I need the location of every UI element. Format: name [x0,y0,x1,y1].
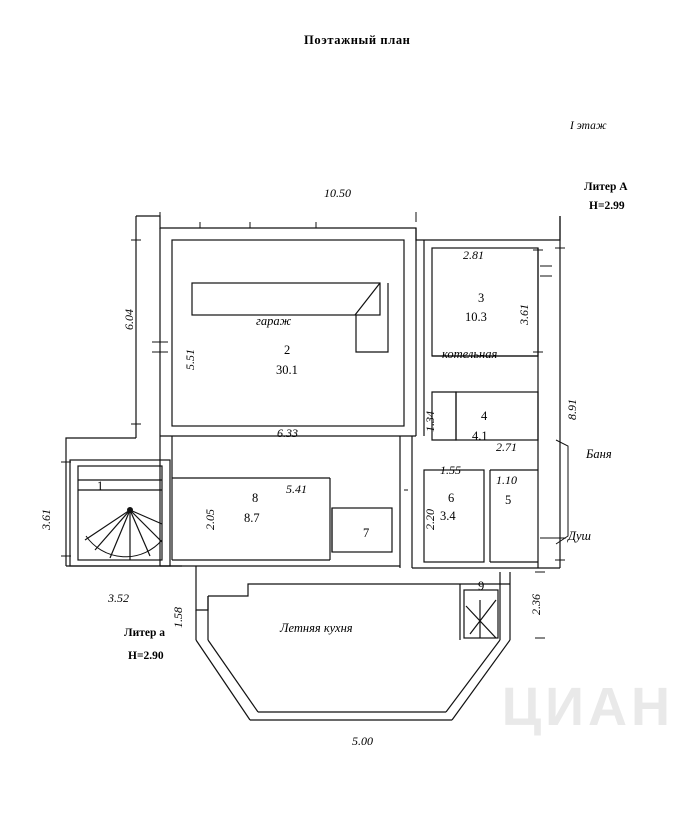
room-8-area: 8.7 [244,511,260,525]
dim-boiler-top: 2.81 [463,248,484,262]
dim-inner-110: 1.10 [496,473,517,487]
liter-a-small-label: Литер а [124,627,165,639]
dim-inner-541: 5.41 [286,482,307,496]
room-6-area: 3.4 [440,509,456,523]
dim-top: 10.50 [324,186,351,200]
watermark: ЦИАН [501,677,674,737]
dim-left-lower: 3.61 [39,509,53,530]
room-garage-area: 30.1 [276,363,298,377]
room-boiler-label: котельная [442,347,498,361]
room-9-number: 9 [478,579,485,593]
room-boiler-number: 3 [478,291,485,305]
dim-inner-205: 2.05 [203,509,217,530]
dim-left-upper: 6.04 [122,309,136,330]
room-1-number: 1 [97,479,104,493]
floor-note: I этаж [570,120,607,132]
dim-right-mid: 8.91 [565,399,579,420]
room-garage-label: гараж [256,314,292,328]
room-6-number: 6 [448,491,455,505]
liter-a-height: H=2.99 [589,200,625,212]
dim-bottom-left: 3.52 [108,591,129,605]
dim-kitchen-left: 1.58 [171,607,185,628]
room-garage-number: 2 [284,343,291,357]
dim-garage-left: 5.51 [183,349,197,370]
page-title: Поэтажный план [304,33,411,47]
dim-inner-271: 2.71 [496,440,517,454]
dim-inner-220: 2.20 [423,509,437,530]
room-8-number: 8 [252,491,259,505]
room-summer-kitchen-label: Летняя кухня [280,621,353,635]
side-label-dush: Душ [568,529,591,543]
room-7-number: 7 [363,526,370,540]
liter-a-small-height: H=2.90 [128,650,164,662]
dim-bottom: 5.00 [352,734,373,748]
room-4-area: 4.1 [472,429,488,443]
dim-right-lower: 2.36 [529,594,543,615]
dim-right-upper: 3.61 [517,304,531,325]
room-5-number: 5 [505,493,512,507]
room-boiler-area: 10.3 [465,310,487,324]
dim-inner-134: 1.34 [423,411,437,432]
liter-a-label: Литер А [584,181,628,193]
side-label-banya: Баня [586,447,612,461]
dim-inner-155: 1.55 [440,463,461,477]
dim-garage-bottom: 6.33 [277,426,298,440]
room-4-number: 4 [481,409,488,423]
